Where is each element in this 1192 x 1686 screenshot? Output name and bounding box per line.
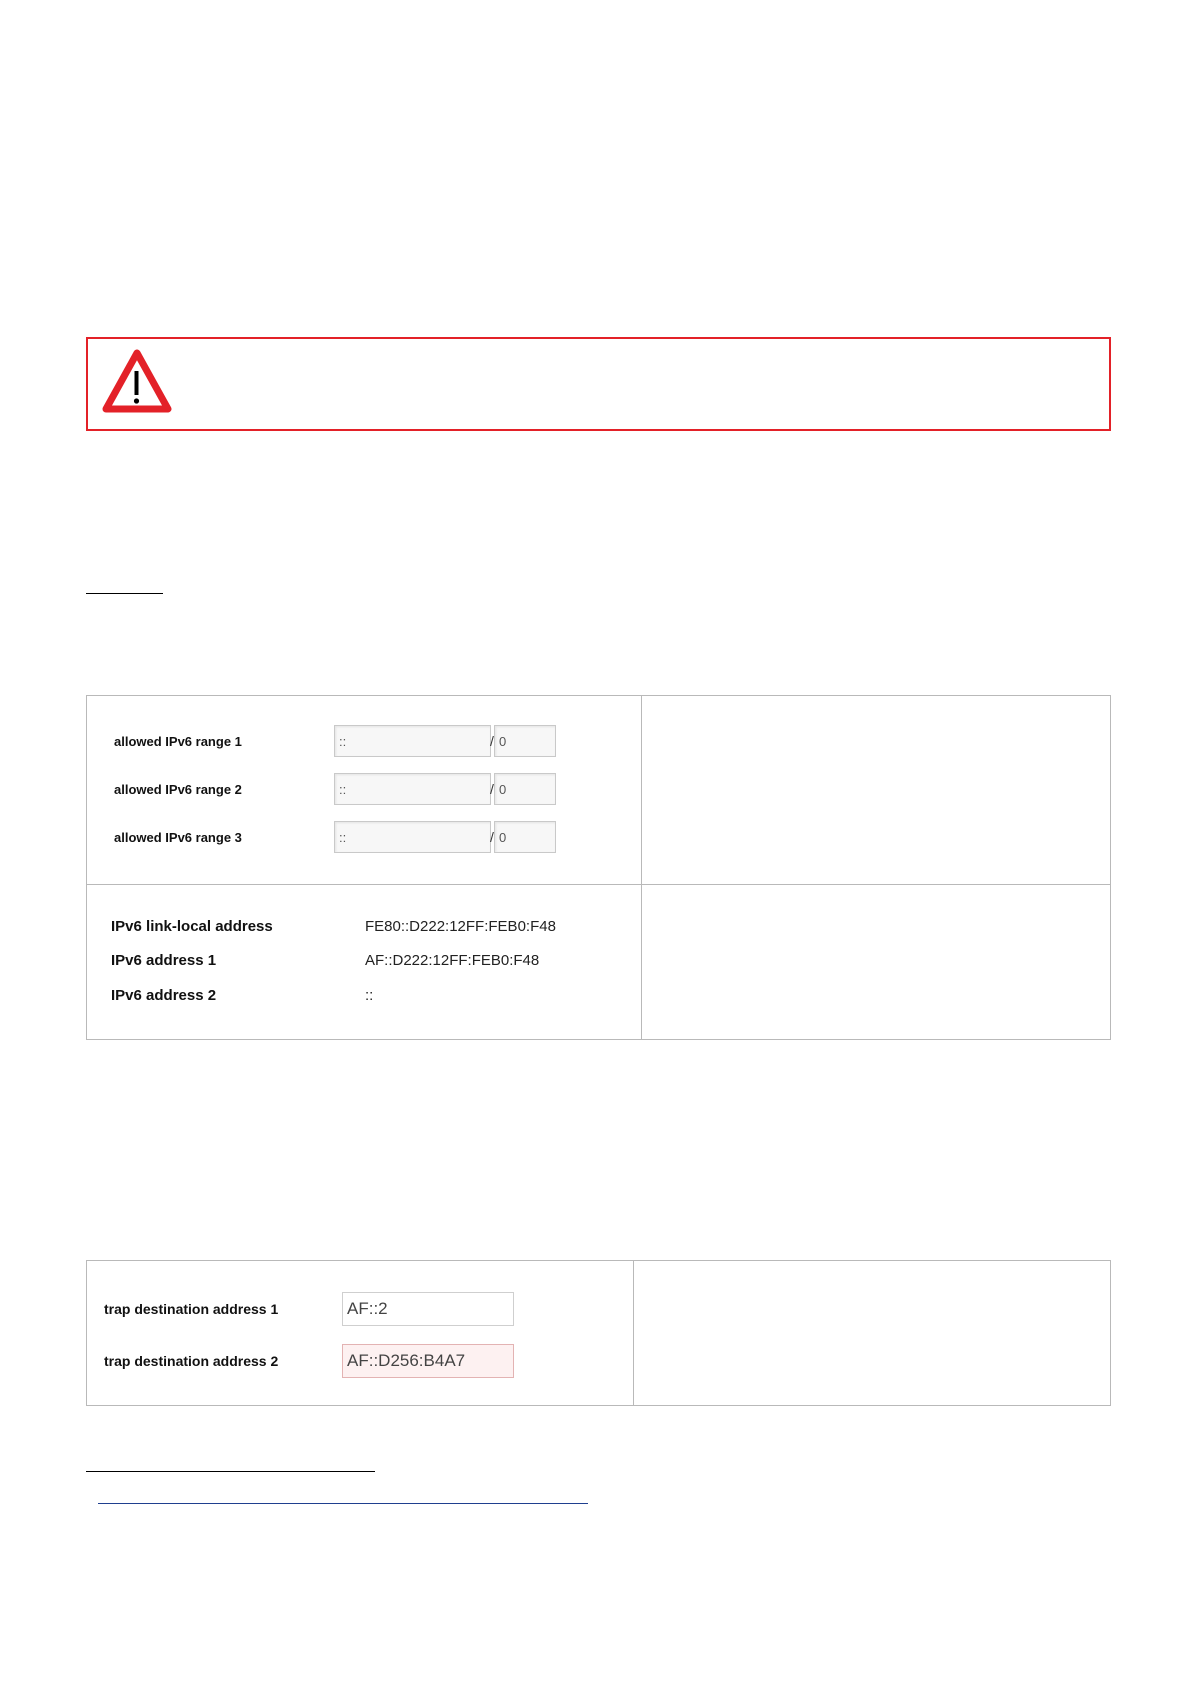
warning-triangle-icon: [102, 349, 172, 413]
range-prefix-input[interactable]: [494, 773, 556, 805]
range-separator: /: [490, 733, 494, 749]
heading-underline: [86, 593, 163, 594]
ipv6-settings-panel: [86, 695, 1111, 1040]
range-separator: /: [490, 829, 494, 845]
address-value: ::: [365, 987, 374, 1004]
range-separator: /: [490, 781, 494, 797]
footnote-link-underline[interactable]: [98, 1503, 588, 1504]
ipv6-ranges-section: [87, 696, 641, 884]
ipv6-addresses-section: [87, 884, 641, 1041]
range-label: allowed IPv6 range 2: [114, 782, 242, 797]
range-label: allowed IPv6 range 1: [114, 734, 242, 749]
trap-label: trap destination address 1: [104, 1301, 279, 1317]
address-value: FE80::D222:12FF:FEB0:F48: [365, 918, 556, 935]
trap-destination-panel: [86, 1260, 1111, 1406]
address-label: IPv6 address 1: [111, 952, 217, 969]
address-label: IPv6 address 2: [111, 987, 217, 1004]
address-label: IPv6 link-local address: [111, 918, 273, 935]
footnote-separator: [86, 1471, 375, 1472]
trap-label: trap destination address 2: [104, 1353, 279, 1369]
range-address-input[interactable]: [334, 773, 491, 805]
range-address-input[interactable]: [334, 821, 491, 853]
address-value: AF::D222:12FF:FEB0:F48: [365, 952, 540, 969]
warning-box: [86, 337, 1111, 431]
range-prefix-input[interactable]: [494, 725, 556, 757]
range-label: allowed IPv6 range 3: [114, 830, 242, 845]
trap-destination-input-2[interactable]: [342, 1344, 514, 1378]
range-address-input[interactable]: [334, 725, 491, 757]
range-prefix-input[interactable]: [494, 821, 556, 853]
trap-destination-input-1[interactable]: [342, 1292, 514, 1326]
